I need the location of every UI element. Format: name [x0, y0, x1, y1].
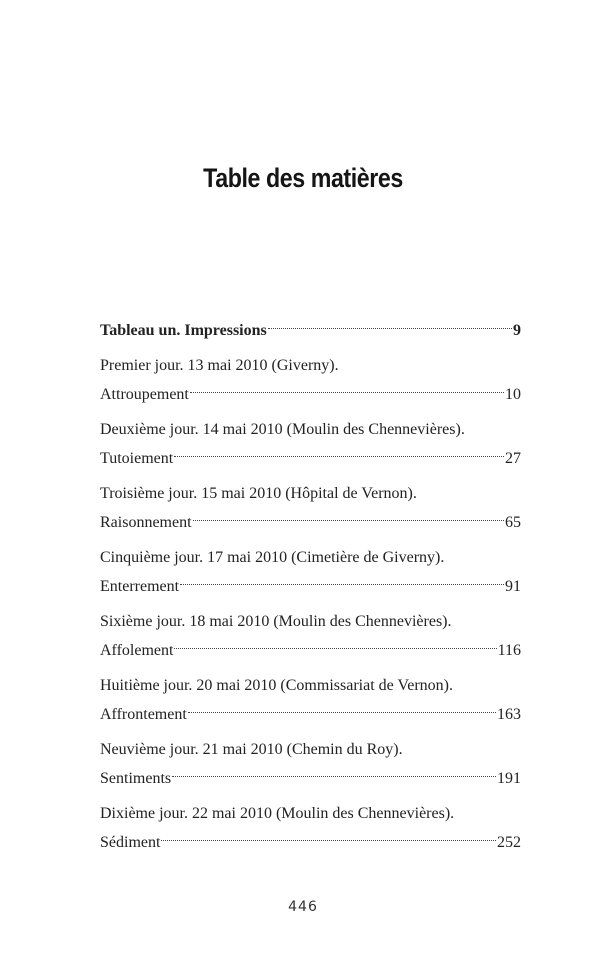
toc-entry-label: Affolement [100, 642, 174, 659]
toc-entry-label: Tutoiement [100, 450, 174, 467]
toc-entry-label: Affrontement [100, 706, 187, 723]
dot-leader [161, 825, 496, 847]
toc-entry-page: 91 [505, 578, 521, 595]
toc-entry-heading: Sixième jour. 18 mai 2010 (Moulin des Chennevières). [100, 613, 452, 630]
toc-entry-heading: Huitième jour. 20 mai 2010 (Commissariat de Vernon). [100, 677, 453, 694]
table-of-contents [100, 313, 521, 851]
toc-entry[interactable] [100, 675, 521, 723]
toc-entry-label: Attroupement [100, 386, 189, 403]
toc-entry-page: 9 [513, 322, 521, 339]
toc-entry-label: Sédiment [100, 834, 161, 851]
dot-leader [174, 441, 504, 463]
toc-entry-label: Sentiments [100, 770, 172, 787]
toc-entry-page: 65 [505, 514, 521, 531]
dot-leader [180, 569, 504, 591]
toc-entry-heading: Deuxième jour. 14 mai 2010 (Moulin des Chennevières). [100, 421, 465, 438]
dot-leader [268, 313, 512, 335]
toc-entry-heading: Neuvième jour. 21 mai 2010 (Chemin du Roy). [100, 741, 403, 758]
toc-entry-page: 116 [497, 642, 521, 659]
toc-entry[interactable] [100, 419, 521, 467]
toc-entry-part[interactable] [100, 313, 521, 339]
page-number: 446 [288, 899, 318, 915]
dot-leader [193, 505, 504, 527]
toc-entry-heading: Cinquième jour. 17 mai 2010 (Cimetière de Giverny). [100, 549, 445, 566]
toc-entry-page: 10 [505, 386, 521, 403]
toc-entry-label: Raisonnement [100, 514, 192, 531]
toc-entry-heading: Dixième jour. 22 mai 2010 (Moulin des Chennevières). [100, 805, 455, 822]
toc-entry-heading: Premier jour. 13 mai 2010 (Giverny). [100, 357, 339, 374]
dot-leader [174, 633, 496, 655]
toc-entry[interactable] [100, 547, 521, 595]
toc-entry-page: 163 [497, 706, 521, 723]
dot-leader [190, 377, 504, 399]
toc-entry[interactable] [100, 611, 521, 659]
toc-entry-label: Enterrement [100, 578, 180, 595]
toc-entry-heading: Troisième jour. 15 mai 2010 (Hôpital de Vernon). [100, 485, 417, 502]
dot-leader [172, 761, 496, 783]
toc-entry-label: Tableau un. Impressions [100, 322, 267, 339]
toc-entry[interactable] [100, 355, 521, 403]
toc-entry[interactable] [100, 483, 521, 531]
page-title: Table des matières [203, 163, 403, 193]
toc-entry[interactable] [100, 803, 521, 851]
dot-leader [188, 697, 496, 719]
toc-entry-page: 27 [505, 450, 521, 467]
toc-entry-page: 191 [497, 770, 521, 787]
toc-entry[interactable] [100, 739, 521, 787]
toc-entry-page: 252 [497, 834, 521, 851]
